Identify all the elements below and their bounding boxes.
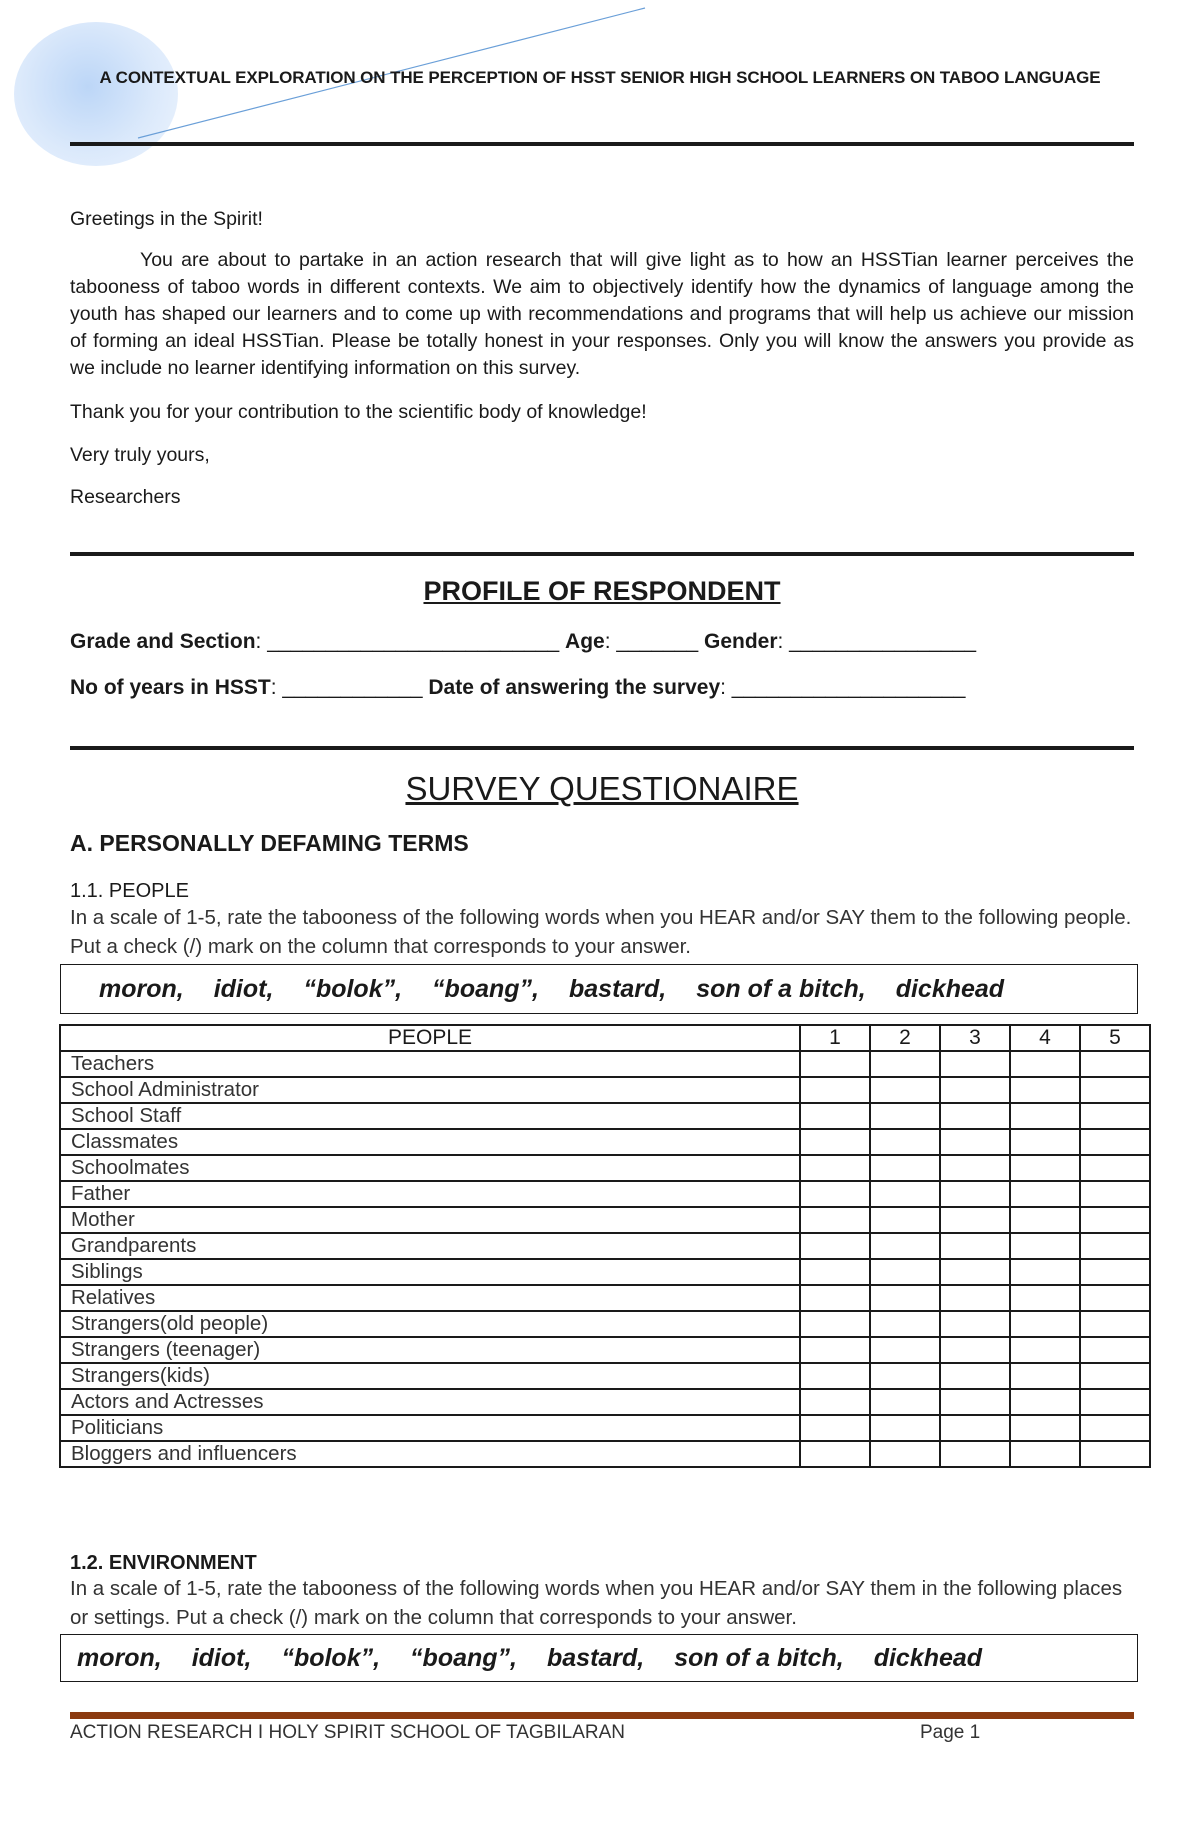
rating-cell-3[interactable] [940,1155,1010,1181]
people-rating-table [59,1024,1151,1468]
rating-cell-5[interactable] [1080,1285,1150,1311]
rating-cell-4[interactable] [1010,1155,1080,1181]
profile-line-1 [70,630,1134,654]
rating-cell-1[interactable] [800,1207,870,1233]
rating-cell-5[interactable] [1080,1103,1150,1129]
rating-cell-3[interactable] [940,1103,1010,1129]
table-row [60,1077,1150,1103]
word-item: son of a bitch, [696,974,866,1003]
page-number: Page 1 [920,1722,981,1743]
rating-cell-1[interactable] [800,1441,870,1467]
word-item: “bolok”, [281,1643,381,1672]
rating-cell-2[interactable] [870,1441,940,1467]
table-row [60,1389,1150,1415]
table-row [60,1311,1150,1337]
rating-cell-4[interactable] [1010,1311,1080,1337]
gender-label: Gender [703,630,778,653]
date-label: Date of answering the survey [428,676,721,699]
rating-cell-4[interactable] [1010,1363,1080,1389]
rating-cell-1[interactable] [800,1389,870,1415]
rating-cell-1[interactable] [800,1103,870,1129]
rating-cell-2[interactable] [870,1259,940,1285]
rating-cell-1[interactable] [800,1233,870,1259]
scale-header-1: 1 [800,1025,870,1051]
people-row-label: Politicians [60,1415,800,1441]
people-row-label: Schoolmates [60,1155,800,1181]
rating-cell-5[interactable] [1080,1233,1150,1259]
table-row [60,1233,1150,1259]
people-row-label: Classmates [60,1129,800,1155]
letter-signature: Researchers [70,486,181,508]
s11-word-list [60,964,1138,1014]
rating-cell-2[interactable] [870,1389,940,1415]
people-row-label: Strangers (teenager) [60,1337,800,1363]
rating-cell-2[interactable] [870,1311,940,1337]
table-row [60,1207,1150,1233]
rating-cell-2[interactable] [870,1077,940,1103]
rating-cell-2[interactable] [870,1233,940,1259]
rating-cell-2[interactable] [870,1415,940,1441]
s12-word-list [60,1634,1138,1682]
word-item: “boang”, [410,1643,517,1672]
document-header-title: A CONTEXTUAL EXPLORATION ON THE PERCEPTION OF HSST SENIOR HIGH SCHOOL LEARNERS ON TABOO LANGUAGE [99,68,1101,87]
scale-header-4: 4 [1010,1025,1080,1051]
footer-school: ACTION RESEARCH I HOLY SPIRIT SCHOOL OF TAGBILARAN [70,1722,625,1743]
table-row [60,1051,1150,1077]
rating-cell-2[interactable] [870,1181,940,1207]
scale-header-3: 3 [940,1025,1010,1051]
rating-cell-3[interactable] [940,1259,1010,1285]
letter-closing: Very truly yours, [70,444,210,466]
table-row [60,1155,1150,1181]
survey-divider-top [70,746,1134,750]
rating-cell-3[interactable] [940,1311,1010,1337]
rating-cell-3[interactable] [940,1051,1010,1077]
rating-cell-3[interactable] [940,1181,1010,1207]
scale-header-2: 2 [870,1025,940,1051]
rating-cell-1[interactable] [800,1129,870,1155]
rating-cell-4[interactable] [1010,1233,1080,1259]
rating-cell-5[interactable] [1080,1181,1150,1207]
people-row-label: Siblings [60,1259,800,1285]
people-row-label: School Staff [60,1103,800,1129]
profile-line-2 [70,676,1134,700]
rating-cell-5[interactable] [1080,1155,1150,1181]
grade-section-label: Grade and Section [70,630,256,653]
table-row [60,1285,1150,1311]
table-row [60,1181,1150,1207]
letter-body: You are about to partake in an action research that will give light as to how an HSSTian learner perceives the tabooness of taboo words in different contexts. We aim to objectively identify how the dynamics of language among the youth has shaped our learners and to come up with recommendations and programs that will help us achieve our mission of forming an ideal HSSTian. Please be totally honest in your responses. Only you will know the answers you provide as we include no learner identifying information on this survey. [70,249,1134,379]
rating-cell-1[interactable] [800,1363,870,1389]
people-row-label: Grandparents [60,1233,800,1259]
rating-cell-4[interactable] [1010,1129,1080,1155]
rating-cell-3[interactable] [940,1389,1010,1415]
rating-cell-1[interactable] [800,1155,870,1181]
word-item: bastard, [568,974,667,1003]
rating-cell-5[interactable] [1080,1077,1150,1103]
years-label: No of years in HSST [70,676,271,699]
rating-cell-3[interactable] [940,1363,1010,1389]
rating-cell-1[interactable] [800,1337,870,1363]
rating-cell-5[interactable] [1080,1259,1150,1285]
rating-cell-2[interactable] [870,1103,940,1129]
age-field[interactable]: : _______ [604,630,704,653]
survey-title: SURVEY QUESTIONAIRE [405,770,799,807]
rating-cell-4[interactable] [1010,1077,1080,1103]
rating-cell-4[interactable] [1010,1051,1080,1077]
rating-cell-4[interactable] [1010,1259,1080,1285]
table-row [60,1103,1150,1129]
rating-cell-4[interactable] [1010,1441,1080,1467]
rating-cell-2[interactable] [870,1363,940,1389]
rating-cell-5[interactable] [1080,1337,1150,1363]
rating-cell-2[interactable] [870,1051,940,1077]
footer-rule [70,1712,1134,1719]
table-row [60,1441,1150,1467]
rating-cell-1[interactable] [800,1311,870,1337]
word-item: dickhead [873,1643,983,1672]
rating-cell-5[interactable] [1080,1363,1150,1389]
word-item: son of a bitch, [674,1643,844,1672]
gender-field[interactable]: : ________________ [777,630,977,653]
rating-cell-1[interactable] [800,1181,870,1207]
people-column-header: PEOPLE [60,1025,800,1051]
people-row-label: Bloggers and influencers [60,1441,800,1467]
table-row [60,1415,1150,1441]
s12-instruction: In a scale of 1-5, rate the tabooness of the following words when you HEAR and/or SAY them in the following places or settings. Put a check (/) mark on the column that corresponds to your answer. [70,1577,1123,1629]
letter-thanks: Thank you for your contribution to the scientific body of knowledge! [70,401,647,423]
grade-section-field[interactable]: : _________________________ [255,630,566,653]
table-row [60,1129,1150,1155]
table-row [60,1337,1150,1363]
rating-cell-4[interactable] [1010,1337,1080,1363]
profile-title: PROFILE OF RESPONDENT [423,576,781,606]
rating-cell-3[interactable] [940,1207,1010,1233]
rating-cell-1[interactable] [800,1285,870,1311]
profile-divider-top [70,552,1134,556]
table-row [60,1259,1150,1285]
rating-cell-3[interactable] [940,1441,1010,1467]
rating-cell-4[interactable] [1010,1285,1080,1311]
rating-cell-5[interactable] [1080,1207,1150,1233]
people-row-label: Strangers(old people) [60,1311,800,1337]
rating-cell-3[interactable] [940,1285,1010,1311]
header-divider [70,142,1134,146]
people-row-label: Teachers [60,1051,800,1077]
rating-cell-5[interactable] [1080,1441,1150,1467]
rating-cell-5[interactable] [1080,1051,1150,1077]
s11-heading: 1.1. PEOPLE [70,880,189,902]
rating-cell-4[interactable] [1010,1389,1080,1415]
rating-cell-2[interactable] [870,1285,940,1311]
s11-instruction: In a scale of 1-5, rate the tabooness of the following words when you HEAR and/or SAY them to the following people. Put a check (/) mark on the column that corresponds to your answer. [70,906,1132,958]
rating-cell-2[interactable] [870,1129,940,1155]
rating-cell-5[interactable] [1080,1311,1150,1337]
rating-cell-5[interactable] [1080,1129,1150,1155]
rating-cell-5[interactable] [1080,1389,1150,1415]
rating-cell-3[interactable] [940,1337,1010,1363]
word-item: bastard, [546,1643,645,1672]
years-field[interactable]: : ____________ [270,676,429,699]
people-row-label: Father [60,1181,800,1207]
rating-cell-3[interactable] [940,1415,1010,1441]
people-row-label: Actors and Actresses [60,1389,800,1415]
word-item: moron, [77,1643,162,1672]
age-label: Age [565,630,605,653]
rating-cell-4[interactable] [1010,1103,1080,1129]
people-row-label: Mother [60,1207,800,1233]
rating-cell-2[interactable] [870,1155,940,1181]
rating-cell-2[interactable] [870,1337,940,1363]
section-a-heading: A. PERSONALLY DEFAMING TERMS [70,830,469,856]
word-item: moron, [99,974,184,1003]
table-header-row [60,1025,1150,1051]
word-item: idiot, [213,974,274,1003]
word-item: “bolok”, [303,974,403,1003]
rating-cell-1[interactable] [800,1051,870,1077]
letter-greeting: Greetings in the Spirit! [70,208,263,230]
date-field[interactable]: : ____________________ [720,676,966,699]
rating-cell-3[interactable] [940,1233,1010,1259]
people-row-label: School Administrator [60,1077,800,1103]
rating-cell-1[interactable] [800,1259,870,1285]
table-row [60,1363,1150,1389]
word-item: dickhead [895,974,1005,1003]
rating-cell-3[interactable] [940,1077,1010,1103]
rating-cell-1[interactable] [800,1415,870,1441]
people-row-label: Strangers(kids) [60,1363,800,1389]
rating-cell-4[interactable] [1010,1207,1080,1233]
rating-cell-4[interactable] [1010,1415,1080,1441]
word-item: idiot, [191,1643,252,1672]
scale-header-5: 5 [1080,1025,1150,1051]
rating-cell-1[interactable] [800,1077,870,1103]
rating-cell-4[interactable] [1010,1181,1080,1207]
rating-cell-5[interactable] [1080,1415,1150,1441]
people-row-label: Relatives [60,1285,800,1311]
word-item: “boang”, [432,974,539,1003]
rating-cell-2[interactable] [870,1207,940,1233]
s12-heading: 1.2. ENVIRONMENT [70,1552,257,1574]
rating-cell-3[interactable] [940,1129,1010,1155]
